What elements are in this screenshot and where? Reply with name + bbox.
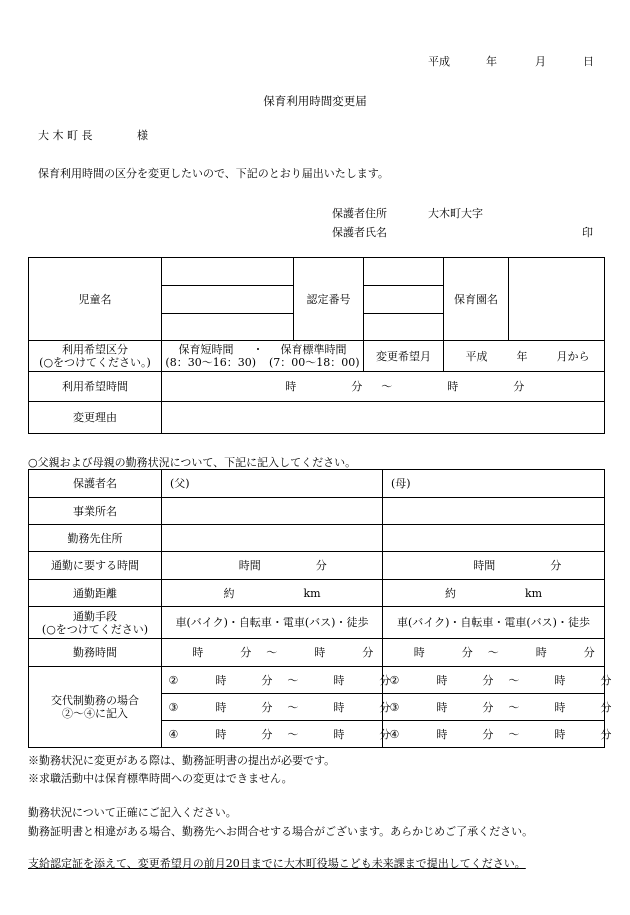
- work-hours-label: 勤務時間: [29, 639, 162, 667]
- child-name-field-3[interactable]: [162, 314, 294, 341]
- father-field[interactable]: (父): [162, 470, 383, 498]
- work-status-intro: ○父親および母親の勤務状況について、下記に記入してください。: [28, 456, 357, 469]
- change-month-label: 変更希望月: [364, 341, 444, 372]
- shift-end-minute: 分: [600, 700, 612, 714]
- means-label-line1: 通勤手段: [73, 609, 117, 623]
- shift-number: ④: [389, 727, 400, 741]
- usage-label-line1: 利用希望区分: [62, 343, 128, 356]
- shift-end-hour: 時: [333, 727, 345, 741]
- hope-start-hour: 時: [285, 380, 297, 393]
- father-commute-hours: 時間: [238, 559, 261, 572]
- company-label: 事業所名: [29, 498, 162, 525]
- mother-commute-time[interactable]: [383, 552, 605, 580]
- shift-start-minute: 分: [261, 700, 273, 714]
- father-commute-time[interactable]: [162, 552, 383, 580]
- shift-number: ②: [168, 673, 179, 687]
- mother-distance-unit: km: [524, 586, 543, 600]
- mother-commute-minutes: 分: [550, 559, 562, 572]
- father-company-field[interactable]: [162, 498, 383, 525]
- father-shift-row[interactable]: [162, 694, 391, 721]
- mother-company-field[interactable]: [383, 498, 605, 525]
- cert-no-field-2[interactable]: [364, 286, 444, 314]
- change-month-era: 平成: [465, 349, 488, 363]
- nursery-label: 保育園名: [444, 258, 509, 341]
- mother-end-minute: 分: [583, 646, 595, 659]
- guardian-address-value: 大木町大字: [428, 207, 483, 220]
- shift-tilde: ～: [287, 700, 299, 714]
- father-distance[interactable]: [162, 580, 383, 607]
- father-end-minute: 分: [362, 646, 374, 659]
- reason-field[interactable]: [162, 402, 605, 434]
- note-job-hunting: ※求職活動中は保育標準時間への変更はできません。: [28, 772, 293, 785]
- cert-no-field-3[interactable]: [364, 314, 444, 341]
- mother-shift-row[interactable]: [383, 721, 612, 748]
- date-year: 年: [486, 55, 497, 68]
- father-means-options[interactable]: 車(バイク)・自転車・電車(バス)・徒歩: [162, 607, 383, 639]
- shift-end-minute: 分: [379, 700, 391, 714]
- commute-time-label: 通勤に要する時間: [29, 552, 162, 580]
- father-distance-unit: km: [303, 586, 321, 600]
- mother-work-address-field[interactable]: [383, 525, 605, 552]
- shift-start-hour: 時: [436, 727, 448, 741]
- guardian-name-row-label: 保護者名: [29, 470, 162, 498]
- mother-work-hours[interactable]: [383, 639, 605, 667]
- change-month-from: 月から: [556, 349, 590, 363]
- closing-line-2: 勤務証明書と相違がある場合、勤務先へお問合せする場合がございます。あらかじめご了承ください。: [28, 825, 534, 838]
- father-distance-approx: 約: [223, 586, 235, 600]
- shift-tilde: ～: [287, 673, 299, 687]
- shift-start-minute: 分: [482, 700, 494, 714]
- shift-number: ②: [389, 673, 400, 687]
- mother-commute-hours: 時間: [473, 559, 496, 572]
- short-time-range: (8：30～16：30): [165, 356, 256, 369]
- mother-field[interactable]: (母): [383, 470, 605, 498]
- mother-shift-row[interactable]: [383, 667, 612, 694]
- shift-end-minute: 分: [600, 673, 612, 687]
- seal-mark: 印: [582, 226, 593, 239]
- father-work-address-field[interactable]: [162, 525, 383, 552]
- shift-start-hour: 時: [215, 673, 227, 687]
- submission-instruction: 支給認定証を添えて、変更希望月の前月20日までに大木町役場こども未来課まで提出してください。: [28, 857, 526, 870]
- hope-tilde: ～: [381, 380, 393, 393]
- shift-start-minute: 分: [482, 673, 494, 687]
- shift-start-minute: 分: [261, 673, 273, 687]
- hope-end-hour: 時: [447, 380, 459, 393]
- shift-end-minute: 分: [379, 673, 391, 687]
- shift-number: ③: [389, 700, 400, 714]
- usage-category-label: [29, 341, 162, 372]
- shift-number: ④: [168, 727, 179, 741]
- nursery-field[interactable]: [509, 258, 605, 341]
- distance-label: 通勤距離: [29, 580, 162, 607]
- shift-number: ③: [168, 700, 179, 714]
- change-month-year: 年: [516, 349, 528, 363]
- work-address-label: 勤務先住所: [29, 525, 162, 552]
- mother-tilde: ～: [487, 646, 499, 659]
- addressee-honorific: 様: [137, 129, 148, 142]
- intro-text: 保育利用時間の区分を変更したいので、下記のとおり届出いたします。: [38, 167, 389, 180]
- shift-tilde: ～: [508, 673, 520, 687]
- father-end-hour: 時: [314, 646, 326, 659]
- cert-no-label: 認定番号: [294, 258, 364, 341]
- hope-time-field[interactable]: [162, 372, 605, 402]
- shift-end-hour: 時: [333, 700, 345, 714]
- shift-label-line2: ②～④に記入: [62, 707, 128, 720]
- child-name-field-2[interactable]: [162, 286, 294, 314]
- mother-shift-row[interactable]: [383, 694, 612, 721]
- work-status-table: [28, 469, 612, 748]
- hope-start-minute: 分: [351, 380, 363, 393]
- hope-end-minute: 分: [513, 380, 525, 393]
- shift-end-hour: 時: [554, 700, 566, 714]
- shift-tilde: ～: [508, 727, 520, 741]
- shift-end-minute: 分: [600, 727, 612, 741]
- cert-no-field-1[interactable]: [364, 258, 444, 286]
- shift-start-minute: 分: [482, 727, 494, 741]
- mother-distance-approx: 約: [444, 586, 456, 600]
- father-tilde: ～: [266, 646, 278, 659]
- shift-start-minute: 分: [261, 727, 273, 741]
- date-day: 日: [583, 55, 594, 68]
- page-title: 保育利用時間変更届: [263, 94, 367, 108]
- shift-start-hour: 時: [436, 673, 448, 687]
- child-name-field-1[interactable]: [162, 258, 294, 286]
- standard-time-option[interactable]: 保育標準時間: [280, 343, 347, 356]
- mother-distance[interactable]: [383, 580, 605, 607]
- mother-end-hour: 時: [535, 646, 547, 659]
- shift-end-hour: 時: [554, 727, 566, 741]
- shift-start-hour: 時: [215, 700, 227, 714]
- mother-means-options[interactable]: 車(バイク)・自転車・電車(バス)・徒歩: [383, 607, 605, 639]
- option-separator: ・: [252, 343, 264, 356]
- usage-category-options[interactable]: [162, 341, 364, 372]
- mother-start-minute: 分: [461, 646, 473, 659]
- means-label: [29, 607, 162, 639]
- shift-label-line1: 交代制勤務の場合: [51, 694, 139, 707]
- short-time-option[interactable]: 保育短時間: [178, 343, 234, 356]
- father-commute-minutes: 分: [315, 559, 327, 572]
- note-certificate: ※勤務状況に変更がある際は、勤務証明書の提出が必要です。: [28, 754, 336, 767]
- shift-start-hour: 時: [215, 727, 227, 741]
- child-name-label: 児童名: [29, 258, 162, 341]
- guardian-address-label: 保護者住所: [332, 207, 387, 220]
- closing-line-1: 勤務状況について正確にご記入ください。: [28, 806, 237, 819]
- means-label-line2: (○をつけてください): [41, 622, 149, 636]
- father-shift-row[interactable]: [162, 667, 391, 694]
- father-shift-row[interactable]: [162, 721, 391, 748]
- reason-label: 変更理由: [29, 402, 162, 434]
- usage-label-line2: (○をつけてください。): [39, 356, 151, 369]
- shift-tilde: ～: [287, 727, 299, 741]
- date-month: 月: [535, 55, 546, 68]
- shift-tilde: ～: [508, 700, 520, 714]
- addressee-name: 大 木 町 長: [38, 129, 93, 142]
- father-start-minute: 分: [240, 646, 252, 659]
- date-era: 平成: [428, 55, 450, 68]
- father-start-hour: 時: [192, 646, 204, 659]
- guardian-name-label: 保護者氏名: [332, 226, 387, 239]
- shift-start-hour: 時: [436, 700, 448, 714]
- shift-end-minute: 分: [379, 727, 391, 741]
- mother-start-hour: 時: [413, 646, 425, 659]
- father-work-hours[interactable]: [162, 639, 383, 667]
- standard-time-range: (7：00～18：00): [269, 356, 360, 369]
- hope-time-label: 利用希望時間: [29, 372, 162, 402]
- shift-work-label: [29, 667, 162, 748]
- change-month-field[interactable]: [444, 341, 605, 372]
- shift-end-hour: 時: [333, 673, 345, 687]
- child-info-table: [28, 257, 605, 434]
- shift-end-hour: 時: [554, 673, 566, 687]
